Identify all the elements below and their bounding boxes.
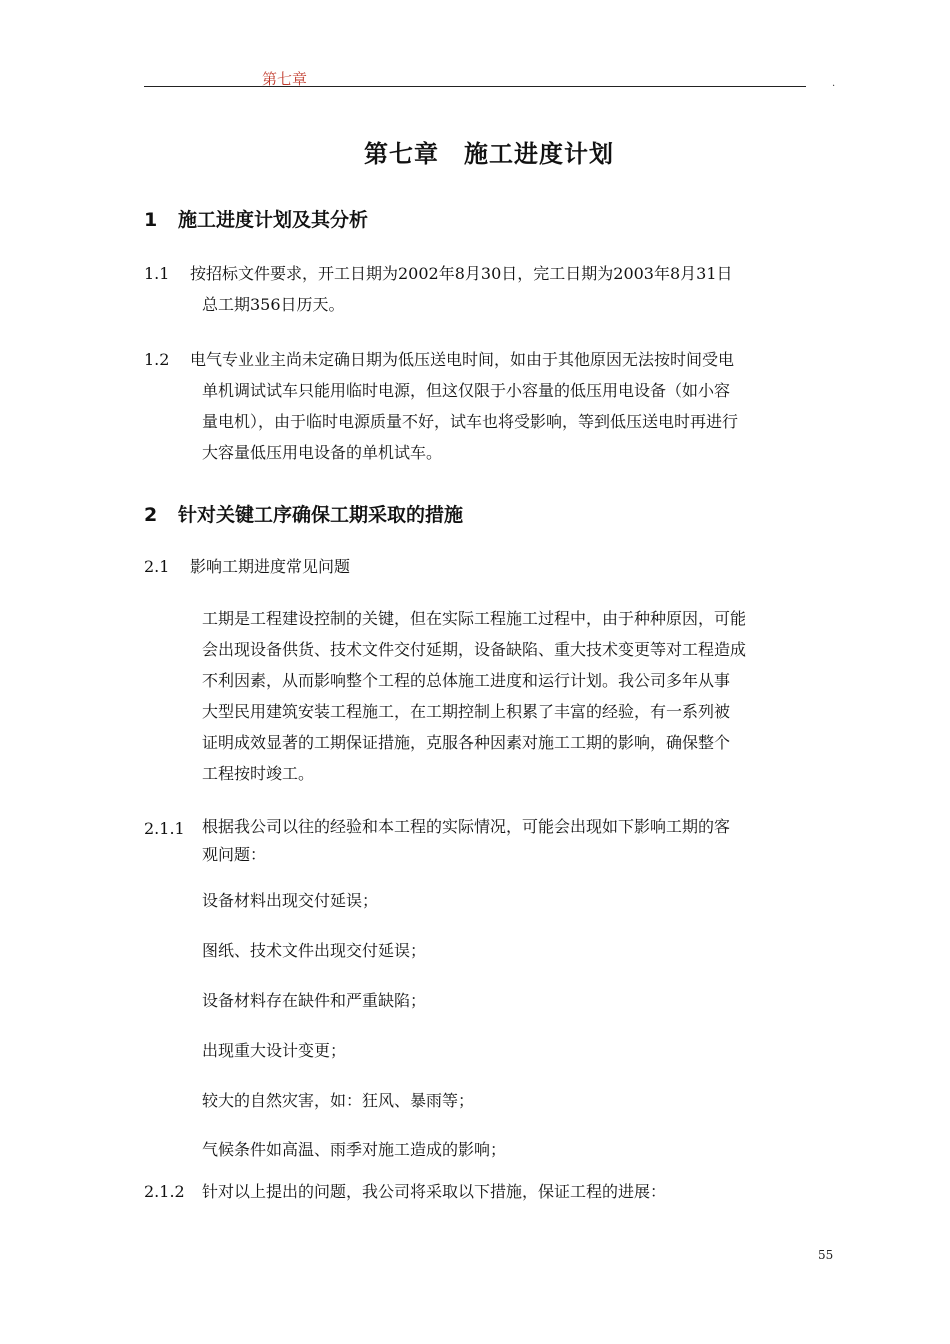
header-rule (144, 86, 806, 87)
paragraph-line: 证明成效显著的工期保证措施，克服各种因素对施工工期的影响，确保整个 (202, 733, 731, 752)
item-number: 1.1 (144, 264, 170, 283)
paragraph-line: 大型民用建筑安装工程施工，在工期控制上积累了丰富的经验，有一系列被 (202, 702, 731, 721)
paragraph-line: 工期是工程建设控制的关键，但在实际工程施工过程中，由于种种原因，可能 (202, 609, 747, 628)
item-line: 影响工期进度常见问题 (190, 557, 351, 576)
item-line: 针对以上提出的问题，我公司将采取以下措施，保证工程的进展： (202, 1182, 667, 1201)
section-number: 2 (144, 504, 158, 526)
item-line: 按招标文件要求，开工日期为2002年8月30日，完工日期为2003年8月31日 (190, 264, 733, 283)
item-line: 根据我公司以往的经验和本工程的实际情况，可能会出现如下影响工期的客 (202, 817, 731, 836)
item-2-1-1 (144, 813, 844, 869)
item-line: 总工期356日历天。 (202, 295, 345, 314)
item-line: 电气专业业主尚未定确日期为低压送电时间，如由于其他原因无法按时间受电 (190, 350, 735, 369)
item-1-1 (144, 258, 844, 320)
page-number: 55 (818, 1248, 834, 1262)
item-number: 1.2 (144, 350, 170, 369)
item-number: 2.1 (144, 557, 170, 576)
header-chapter-label: 第七章 (262, 70, 308, 88)
problem-item: 出现重大设计变更； (202, 1041, 347, 1060)
item-2-1 (144, 551, 844, 582)
section-title: 施工进度计划及其分析 (178, 209, 369, 231)
chapter-title: 第七章 施工进度计划 (364, 140, 614, 168)
paragraph-schedule-issues (202, 603, 842, 789)
item-line: 观问题： (202, 845, 267, 864)
item-line: 大容量低压用电设备的单机试车。 (202, 443, 443, 462)
item-number: 2.1.1 (144, 819, 185, 838)
paragraph-line: 不利因素，从而影响整个工程的总体施工进度和运行计划。我公司多年从事 (202, 671, 731, 690)
problem-item: 设备材料出现交付延误； (202, 891, 379, 910)
section-heading-1 (144, 205, 368, 232)
item-line: 量电机），由于临时电源质量不好，试车也将受影响，等到低压送电时再进行 (202, 412, 739, 431)
section-number: 1 (144, 209, 158, 231)
section-title: 针对关键工序确保工期采取的措施 (178, 504, 464, 526)
paragraph-line: 会出现设备供货、技术文件交付延期，设备缺陷、重大技术变更等对工程造成 (202, 640, 747, 659)
header-dot: . (832, 78, 836, 89)
problem-item: 较大的自然灾害，如：狂风、暴雨等； (202, 1091, 475, 1110)
item-1-2 (144, 344, 844, 468)
item-number: 2.1.2 (144, 1182, 185, 1201)
paragraph-line: 工程按时竣工。 (202, 764, 315, 783)
problem-item: 设备材料存在缺件和严重缺陷； (202, 991, 427, 1010)
item-2-1-2 (144, 1176, 844, 1207)
section-heading-2 (144, 500, 463, 527)
item-line: 单机调试试车只能用临时电源，但这仅限于小容量的低压用电设备（如小容 (202, 381, 731, 400)
problem-item: 气候条件如高温、雨季对施工造成的影响； (202, 1140, 507, 1159)
problem-item: 图纸、技术文件出现交付延误； (202, 941, 427, 960)
